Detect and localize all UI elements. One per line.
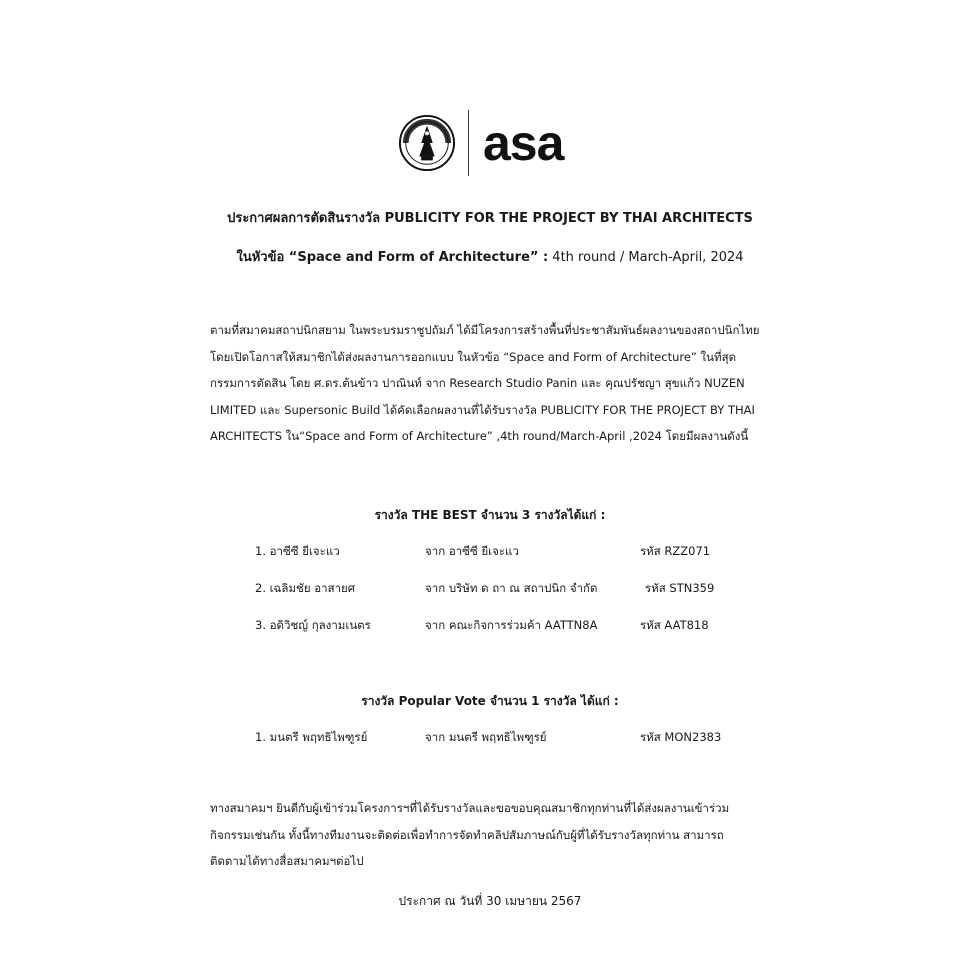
winner-affiliation: จาก คณะกิจการร่วมค้า AATTN8A: [425, 618, 598, 632]
winner-code: รหัส AAT818: [640, 618, 709, 632]
popular-winner-row: [255, 729, 775, 749]
asa-wordmark: asa: [483, 115, 564, 171]
winner-affiliation: จาก บริษัท ด ถา ณ สถาปนิก จำกัด: [425, 581, 598, 595]
subtitle-topic: ในหัวข้อ “Space and Form of Architecture” :: [236, 250, 549, 265]
winner-affiliation: จาก อาซีซี ยีเจะแว: [425, 544, 519, 558]
closing-line: ติดตามได้ทางสื่อสมาคมฯต่อไป: [210, 854, 364, 868]
winner-name: 1. มนตรี พฤทธิไพฑูรย์: [255, 730, 368, 744]
announcement-title: [0, 207, 980, 228]
intro-paragraph: [210, 317, 780, 450]
closing-line: ทางสมาคมฯ ยินดีกับผู้เข้าร่วมโครงการฯที่ได้รับรางวัลและขอขอบคุณสมาชิกทุกท่านที่ได้ส่งผลงานเข้าร่วม: [210, 801, 730, 815]
title-line-1: ประกาศผลการตัดสินรางวัล PUBLICITY FOR THE PROJECT BY THAI ARCHITECTS: [227, 211, 753, 226]
winner-code: รหัส MON2383: [640, 730, 722, 744]
best-award-heading: รางวัล THE BEST จำนวน 3 รางวัลได้แก่ :: [374, 508, 606, 522]
intro-line: กรรมการตัดสิน โดย ศ.ดร.ต้นข้าว ปาณินท์ จาก Research Studio Panin และ คุณปรัชญา สุขแก้ว NUZEN: [210, 376, 745, 390]
winner-code: รหัส STN359: [645, 581, 715, 595]
closing-paragraph: [210, 795, 780, 875]
asa-royal-seal-icon: [398, 114, 456, 172]
winner-name: 1. อาซีซี ยีเจะแว: [255, 544, 340, 558]
best-winner-row: [255, 617, 775, 637]
intro-line: LIMITED และ Supersonic Build ได้คัดเลือกผลงานที่ได้รับรางวัล PUBLICITY FOR THE PROJECT BY THAI: [210, 402, 755, 417]
announcement-subtitle: [0, 246, 980, 267]
subtitle-round: 4th round / March-April, 2024: [548, 250, 744, 265]
winner-name: 2. เฉลิมชัย อาสายศ: [255, 581, 356, 595]
winner-code: รหัส RZZ071: [640, 544, 711, 558]
intro-line: โดยเปิดโอกาสให้สมาชิกได้ส่งผลงานการออกแบบ ในหัวข้อ “Space and Form of Architecture” ในที่สุด: [210, 349, 737, 364]
best-winner-row: [255, 543, 775, 563]
announcement-date: ประกาศ ณ วันที่ 30 เมษายน 2567: [398, 894, 582, 908]
closing-line: กิจกรรมเช่นกัน ทั้งนี้ทางทีมงานจะติดต่อเพื่อทำการจัดทำคลิปสัมภาษณ์กับผู้ที่ได้รับรางวัลทุกท่าน สามารถ: [210, 827, 724, 842]
intro-line: ARCHITECTS ใน“Space and Form of Architecture” ,4th round/March-April ,2024 โดยมีผลงานดังนี้: [210, 429, 749, 443]
popular-vote-heading: รางวัล Popular Vote จำนวน 1 รางวัล ได้แก่ :: [361, 694, 619, 708]
header-logo: [398, 108, 563, 178]
winner-name: 3. อดิวิชญ์ กุลงามเนตร: [255, 618, 371, 632]
best-winner-row: [255, 580, 775, 600]
logo-divider: [468, 110, 469, 176]
winner-affiliation: จาก มนตรี พฤทธิไพฑูรย์: [425, 730, 547, 744]
intro-line: ตามที่สมาคมสถาปนิกสยาม ในพระบรมราชูปถัมภ์ ได้มีโครงการสร้างพื้นที่ประชาสัมพันธ์ผลงานของสถาปนิกไทย: [210, 323, 760, 337]
